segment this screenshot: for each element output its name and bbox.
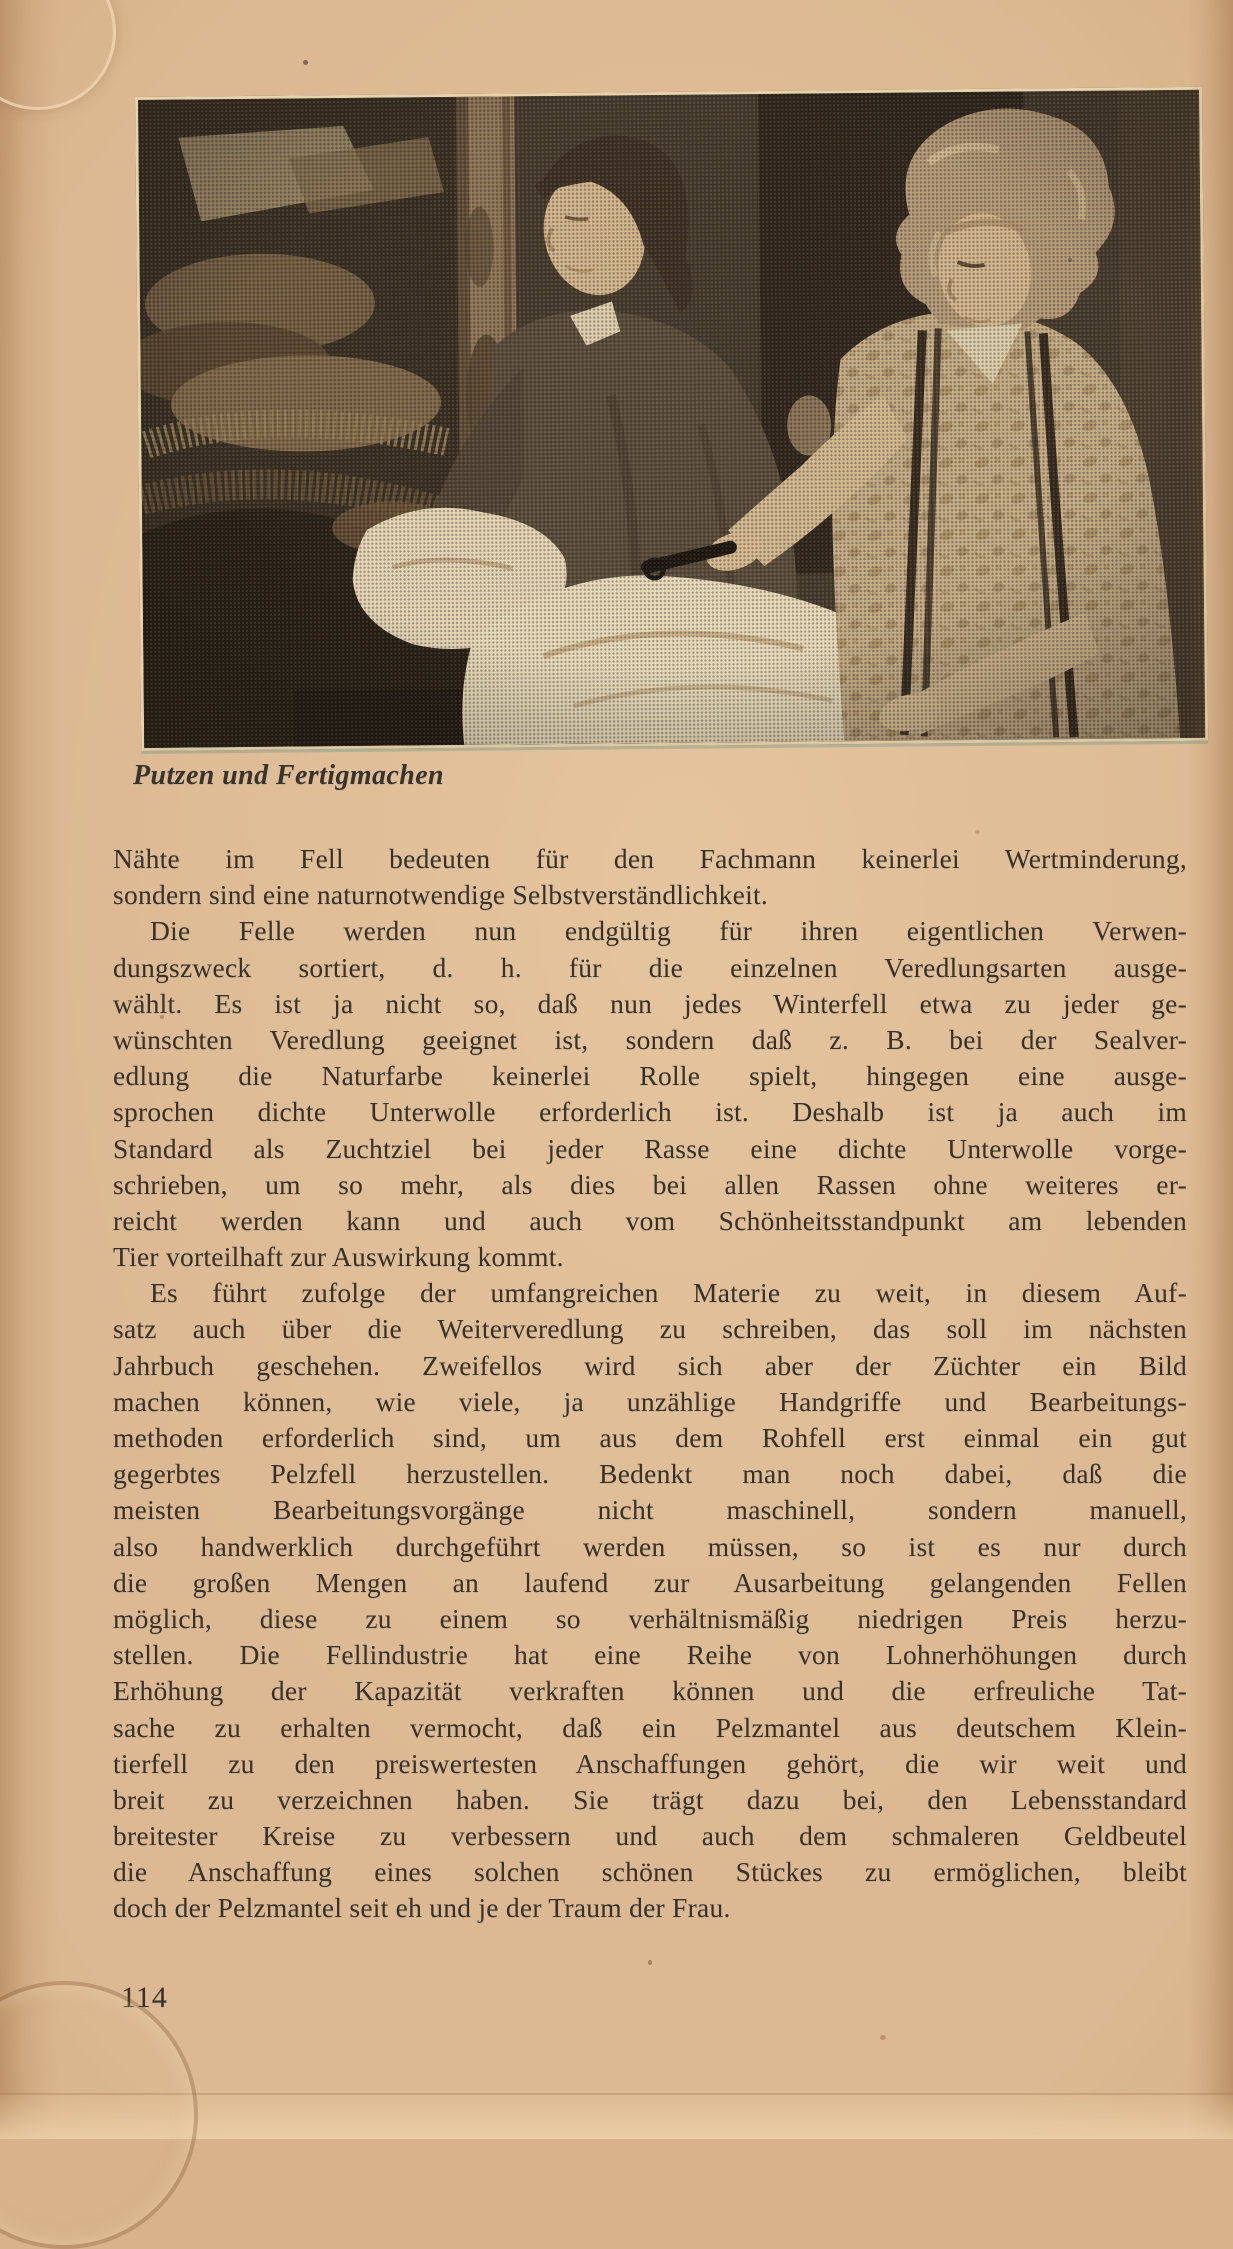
text-line: schrieben, um so mehr, als dies bei allen Rassen ohne weiteres er-: [113, 1168, 1187, 1200]
text-line: Die Felle werden nun endgültig für ihren eigentlichen Verwen-: [150, 915, 1187, 947]
text-line: sprochen dichte Unterwolle erforderlich ist. Deshalb ist ja auch im: [113, 1096, 1187, 1128]
paper-speck: [648, 1960, 652, 1965]
corner-curl-top-left: [0, 0, 116, 110]
text-line: die großen Mengen an laufend zur Ausarbeitung gelangenden Fellen: [113, 1566, 1187, 1598]
text-line: breitester Kreise zu verbessern und auch dem schmaleren Geldbeutel: [113, 1820, 1187, 1852]
text-line: Tier vorteilhaft zur Auswirkung kommt.: [113, 1241, 564, 1273]
text-line: Nähte im Fell bedeuten für den Fachmann keinerlei Wertminderung,: [113, 843, 1187, 874]
text-line: dungszweck sortiert, d. h. für die einzelnen Veredlungsarten ausge-: [113, 951, 1187, 983]
text-line: wählt. Es ist ja nicht so, daß nun jedes Winterfell etwa zu jeder ge-: [113, 987, 1187, 1019]
page-edge-left-shadow: [0, 0, 58, 2139]
paper-speck: [880, 2035, 886, 2040]
text-line: breit zu verzeichnen haben. Sie trägt dazu bei, den Lebensstandard: [113, 1783, 1187, 1815]
text-line: Jahrbuch geschehen. Zweifellos wird sich aber der Züchter ein Bild: [113, 1349, 1187, 1381]
text-line: satz auch über die Weiterveredlung zu schreiben, das soll im nächsten: [113, 1313, 1187, 1345]
text-line: sache zu erhalten vermocht, daß ein Pelzmantel aus deutschem Klein-: [113, 1711, 1187, 1743]
paper-speck: [303, 60, 308, 65]
body-text: [113, 841, 1187, 1927]
text-line: stellen. Die Fellindustrie hat eine Reihe von Lohnerhöhungen durch: [113, 1639, 1187, 1671]
photo-two-women-finishing-pelts: [135, 87, 1208, 751]
text-line: methoden erforderlich sind, um aus dem Rohfell erst einmal ein gut: [113, 1422, 1187, 1453]
page-edge-right-shadow: [1187, 0, 1233, 2139]
text-line: die Anschaffung eines solchen schönen Stückes zu ermöglichen, bleibt: [113, 1856, 1187, 1888]
text-line: möglich, diese zu einem so verhältnismäßig niedrigen Preis herzu-: [113, 1602, 1187, 1634]
photo-vignette: [138, 90, 1205, 748]
text-line: also handwerklich durchgeführt werden müssen, so ist es nur durch: [113, 1530, 1187, 1562]
paper-speck: [160, 1015, 164, 1019]
corner-curl-bottom-left: [0, 1981, 198, 2249]
text-line: Standard als Zuchtziel bei jeder Rasse eine dichte Unterwolle vorge-: [113, 1132, 1187, 1164]
text-line: tierfell zu den preiswertesten Anschaffungen gehört, die wir weit und: [113, 1747, 1187, 1779]
paper-speck: [975, 830, 980, 834]
page-number: 114: [121, 1981, 168, 2014]
text-line: meisten Bearbeitungsvorgänge nicht maschinell, sondern manuell,: [113, 1494, 1187, 1526]
text-line: machen können, wie viele, ja unzählige Handgriffe und Bearbeitungs-: [113, 1385, 1187, 1417]
text-line: Es führt zufolge der umfangreichen Materie zu weit, in diesem Auf-: [150, 1277, 1187, 1309]
text-line: gegerbtes Pelzfell herzustellen. Bedenkt man noch dabei, daß die: [113, 1458, 1187, 1490]
text-line: sondern sind eine naturnotwendige Selbstverständlichkeit.: [113, 879, 769, 911]
text-line: Erhöhung der Kapazität verkraften können und die erfreuliche Tat-: [113, 1675, 1187, 1707]
text-line: reicht werden kann und auch vom Schönheitsstandpunkt am lebenden: [113, 1204, 1187, 1236]
text-line: doch der Pelzmantel seit eh und je der Traum der Frau.: [113, 1892, 731, 1924]
photo-illustration: [138, 90, 1205, 748]
paper-speck: [1068, 258, 1072, 262]
text-line: wünschten Veredlung geeignet ist, sondern daß z. B. bei der Sealver-: [113, 1023, 1187, 1055]
text-line: edlung die Naturfarbe keinerlei Rolle spielt, hingegen eine ausge-: [113, 1060, 1187, 1092]
photo-caption: Putzen und Fertigmachen: [133, 760, 445, 791]
